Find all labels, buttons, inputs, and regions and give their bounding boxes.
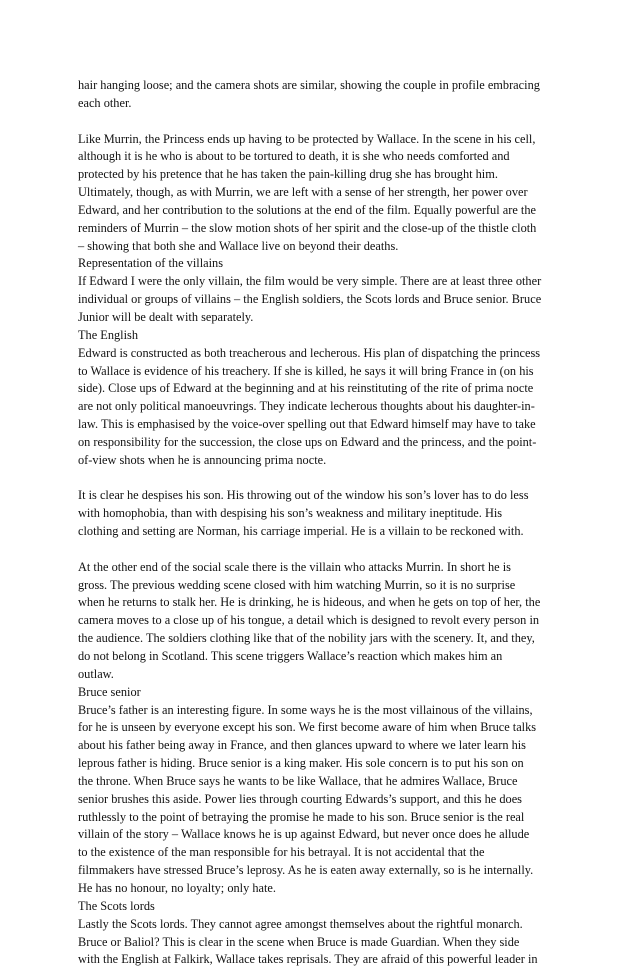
text-line: individual or groups of villains – the English soldiers, the Scots lords and Bruce senior. Bruce [78, 292, 542, 307]
text-line: ruthlessly to the point of betraying the promise he made to his son. Bruce senior is the real [78, 809, 525, 824]
text-line: Bruce’s father is an interesting figure. In some ways he is the most villainous of the villains, [78, 702, 533, 717]
paragraph [78, 916, 568, 969]
text-line: when he returns to stalk her. He is drinking, he is hideous, and when he gets on top of her, the [78, 595, 541, 610]
text-line: – showing that both she and Wallace live on beyond their deaths. [78, 238, 399, 253]
text-line: hair hanging loose; and the camera shots are similar, showing the couple in profile embracing [78, 78, 540, 92]
paragraph [78, 77, 568, 113]
text-line: Bruce or Baliol? This is clear in the scene when Bruce is made Guardian. When they side [78, 934, 520, 949]
text-line: Edward is constructed as both treacherous and lecherous. His plan of dispatching the princess [78, 345, 541, 360]
text-line: with the English at Falkirk, Wallace takes reprisals. They are afraid of this powerful leader in [78, 952, 538, 967]
text-line: senior brushes this aside. Power lies through courting Edwards’s support, and this he does [78, 791, 522, 806]
text-line: filmmakers have stressed Bruce’s leprosy. As he is eaten away externally, so is he internally. [78, 863, 534, 878]
document-page [78, 77, 568, 969]
paragraph [78, 487, 568, 541]
text-line: Like Murrin, the Princess ends up having to be protected by Wallace. In the scene in his cell, [78, 131, 536, 146]
text-line: side). Close ups of Edward at the beginning and at his reinstituting of the rite of prima nocte [78, 381, 534, 396]
paragraph [78, 345, 568, 470]
paragraph [78, 255, 568, 273]
text-line: leprous father is hiding. Bruce senior is a king maker. His sole concern is to put his son on [78, 756, 524, 771]
paragraph [78, 131, 568, 256]
text-line: to Wallace is evidence of his treachery. If she is killed, he says it will bring France in (on his [78, 363, 534, 378]
text-line: although it is he who is about to be tortured to death, it is she who needs comforted and [78, 149, 510, 164]
paragraph [78, 273, 568, 327]
text-line: protected by his pretence that he has taken the pain-killing drug she has brought him. [78, 167, 498, 182]
text-line: Junior will be dealt with separately. [78, 309, 254, 324]
text-line: of-view shots when he is announcing prima nocte. [78, 452, 327, 467]
text-line: with homophobia, than with despising his son’s weakness and military ineptitude. His [78, 506, 503, 521]
text-line: each other. [78, 95, 132, 110]
paragraph [78, 684, 568, 702]
text-line: the audience. The soldiers clothing like that of the nobility jars with the scenery. It, and they, [78, 631, 535, 646]
text-line: villain of the story – Wallace knows he is up against Edward, but never once does he allude [78, 827, 530, 842]
text-line: the throne. When Bruce says he wants to be like Wallace, that he admires Wallace, Bruce [78, 773, 518, 788]
paragraph [78, 559, 568, 684]
text-line: to the existence of the man responsible for his betrayal. It is not accidental that the [78, 845, 485, 860]
text-line: The Scots lords [78, 898, 155, 913]
text-line: law. This is emphasised by the voice-over spelling out that Edward himself may have to take [78, 417, 536, 432]
paragraph [78, 327, 568, 345]
text-line: Bruce senior [78, 684, 141, 699]
paragraph [78, 702, 568, 898]
text-line: Edward, and her contribution to the solutions at the end of the film. Equally powerful are the [78, 202, 536, 217]
text-line: outlaw. [78, 666, 114, 681]
text-line: Lastly the Scots lords. They cannot agree amongst themselves about the rightful monarch. [78, 916, 523, 931]
text-line: do not belong in Scotland. This scene triggers Wallace’s reaction which makes him an [78, 649, 503, 663]
text-line: are not only political manoeuvrings. They indicate lecherous thoughts about his daughter-in- [78, 399, 535, 414]
text-line: on responsibility for the succession, the close ups on Edward and the princess, and the point- [78, 434, 537, 449]
text-line: If Edward I were the only villain, the film would be very simple. There are at least three other [78, 274, 542, 289]
text-line: Representation of the villains [78, 256, 224, 271]
text-line: gross. The previous wedding scene closed with him watching Murrin, so it is no surprise [78, 577, 516, 592]
text-line: The English [78, 327, 138, 342]
text-line: camera moves to a close up of his tongue, a detail which is designed to revolt every person in [78, 613, 540, 628]
text-line: about his father being away in France, and then glances upward to where we later learn his [78, 738, 526, 753]
text-line: for he is unseen by everyone except his son. We first become aware of him when Bruce talks [78, 720, 537, 735]
text-line: Ultimately, though, as with Murrin, we are left with a sense of her strength, her power over [78, 185, 528, 200]
text-line: reminders of Murrin – the slow motion shots of her spirit and the close-up of the thistle cloth [78, 220, 537, 235]
text-line: He has no honour, no loyalty; only hate. [78, 880, 277, 895]
text-line: At the other end of the social scale there is the villain who attacks Murrin. In short he is [78, 559, 511, 574]
text-line: It is clear he despises his son. His throwing out of the window his son’s lover has to do less [78, 488, 529, 503]
text-line: clothing and setting are Norman, his carriage imperial. He is a villain to be reckoned with. [78, 524, 524, 539]
paragraph [78, 898, 568, 916]
